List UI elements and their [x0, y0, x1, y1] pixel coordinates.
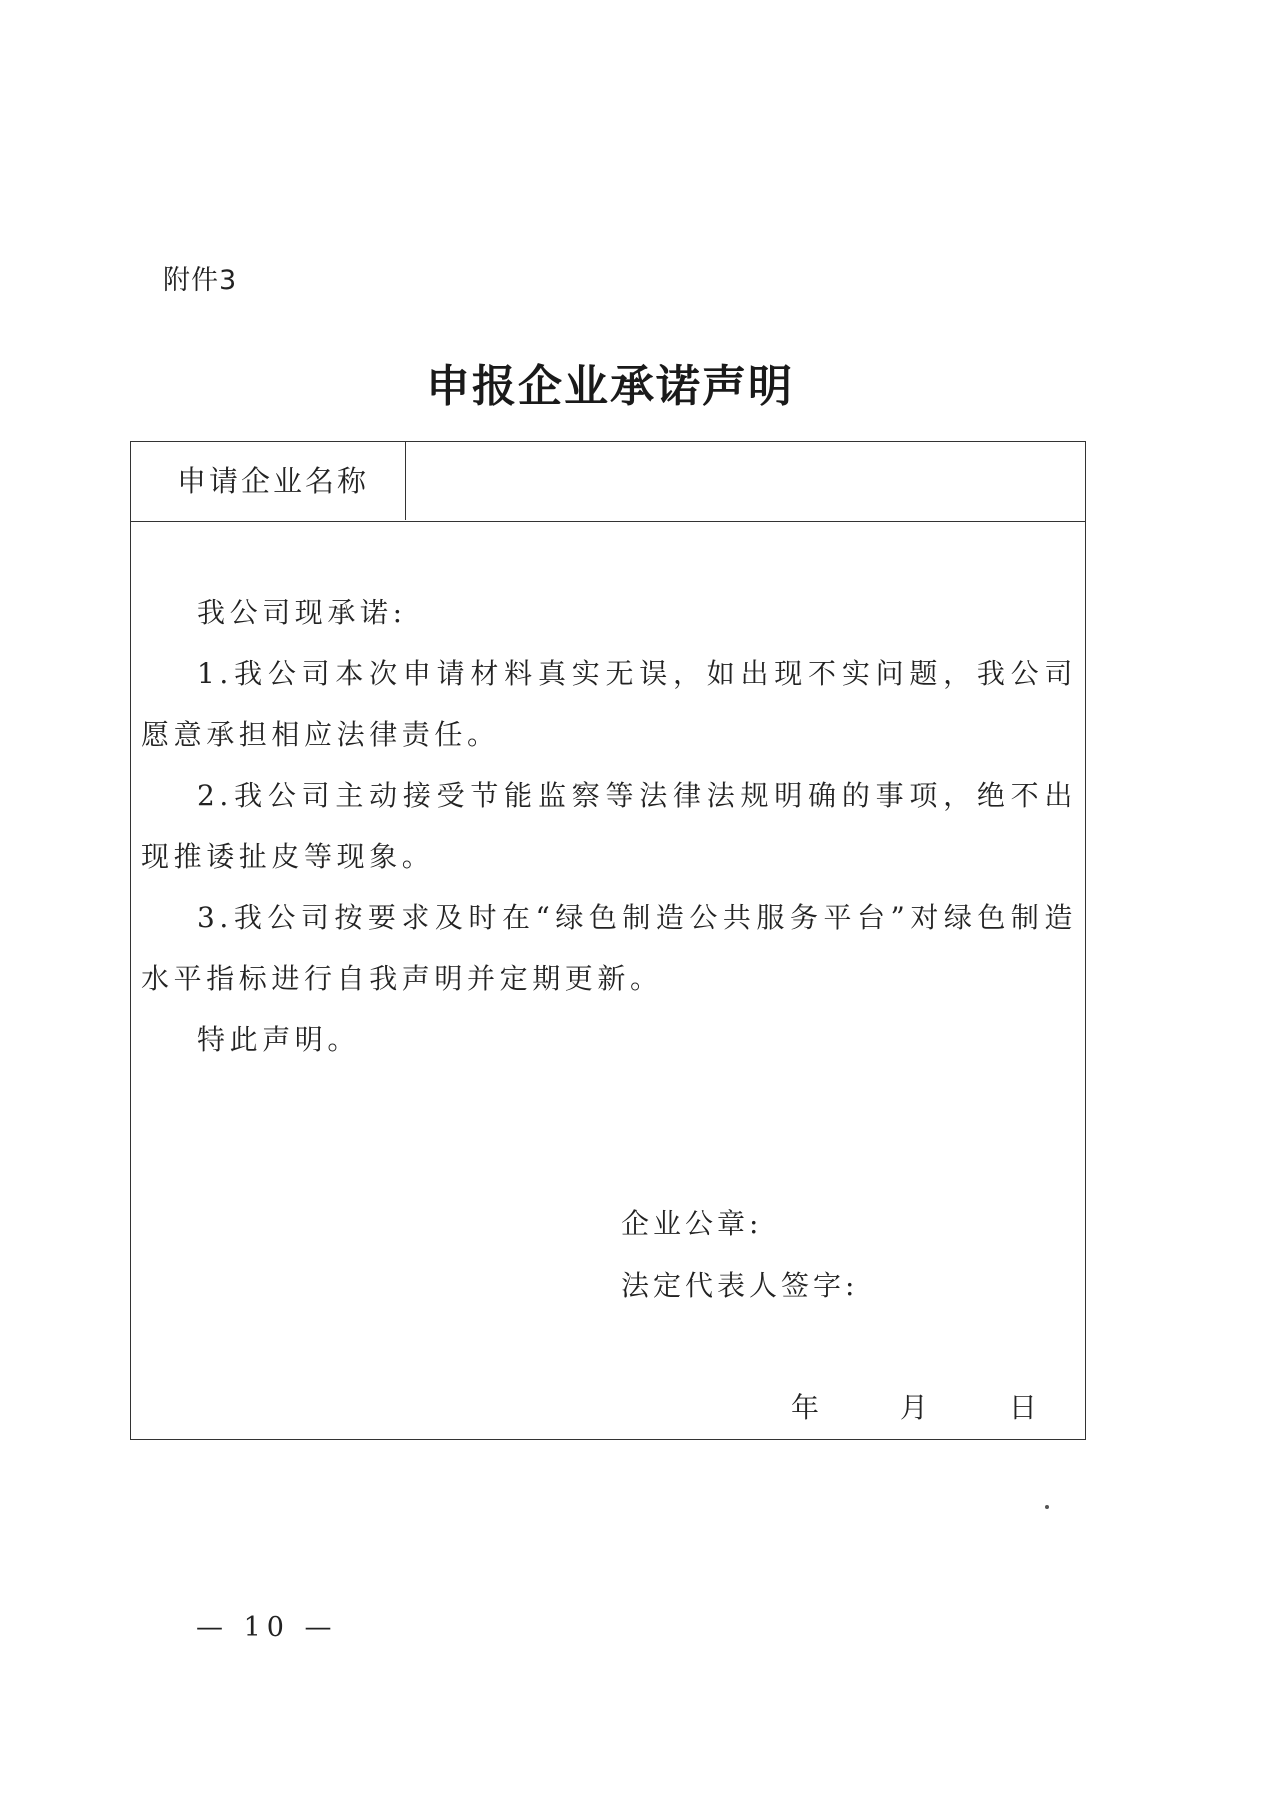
legal-representative-signature-label: 法定代表人签字: — [621, 1269, 859, 1302]
date-day-label: 日 — [1008, 1391, 1037, 1424]
commitment-form — [130, 441, 1086, 1440]
date-year-label: 年 — [791, 1391, 820, 1424]
company-name-row — [131, 442, 1085, 522]
attachment-label: 附件3 — [163, 265, 238, 296]
company-name-field[interactable] — [407, 442, 1085, 520]
company-name-label: 申请企业名称 — [131, 442, 406, 520]
commitment-item-3: 3.我公司按要求及时在“绿色制造公共服务平台”对绿色制造水平指标进行自我声明并定期更新。 — [141, 901, 1077, 995]
company-seal-label: 企业公章: — [621, 1207, 763, 1240]
document-title: 申报企业承诺声明 — [426, 361, 794, 412]
commitment-closing: 特此声明。 — [197, 1023, 361, 1056]
commitment-item-2: 2.我公司主动接受节能监察等法律法规明确的事项，绝不出现推诿扯皮等现象。 — [141, 779, 1077, 873]
date-line — [791, 1386, 1037, 1426]
scan-speck — [1045, 1505, 1049, 1509]
date-month-label: 月 — [899, 1391, 928, 1424]
commitment-intro: 我公司现承诺: — [197, 596, 407, 629]
page-number: — 10 — — [196, 1612, 338, 1643]
commitment-item-1: 1.我公司本次申请材料真实无误，如出现不实问题，我公司愿意承担相应法律责任。 — [141, 657, 1077, 751]
commitment-body — [141, 582, 1077, 1070]
